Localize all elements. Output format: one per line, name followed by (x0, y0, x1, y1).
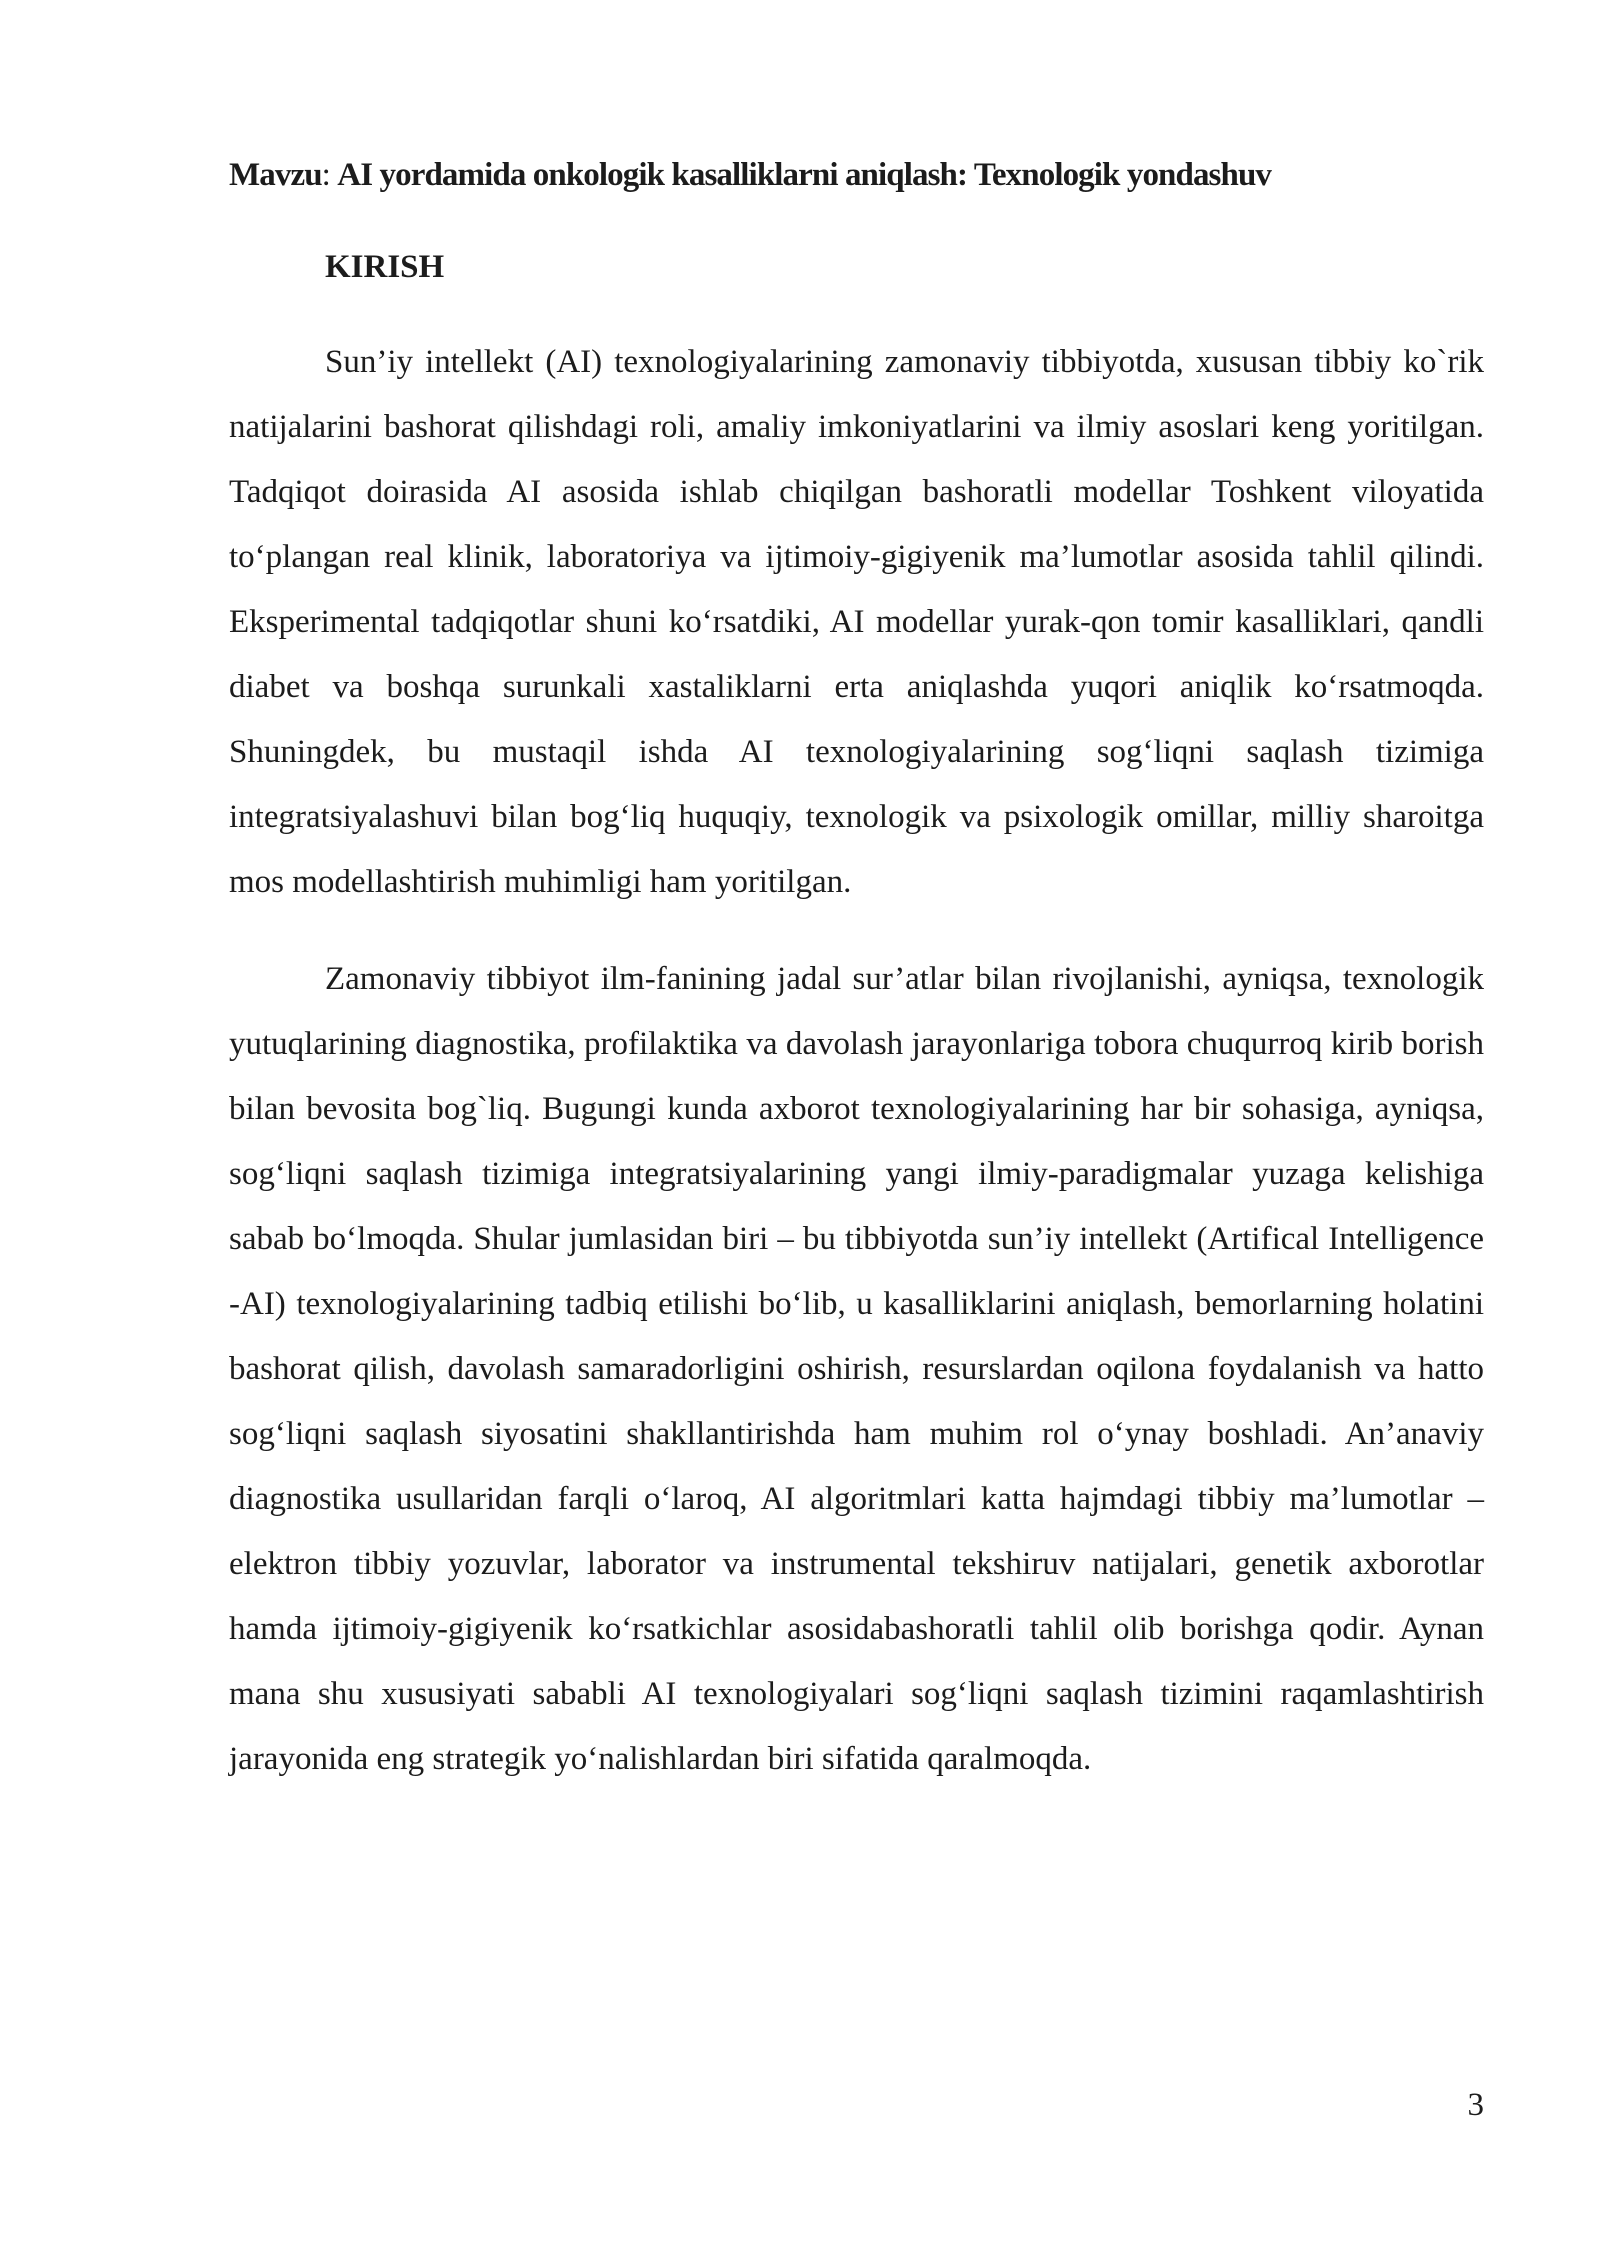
title-prefix: Mavzu (229, 157, 322, 193)
document-title (229, 148, 1484, 202)
title-text: AI yordamida onkologik kasalliklarni aniqlash: Texnologik yondashuv (337, 157, 1272, 193)
page-content (229, 148, 1484, 1792)
page-number: 3 (1467, 2087, 1484, 2123)
section-heading: KIRISH (325, 249, 445, 285)
paragraph-body: Zamonaviy tibbiyot ilm-fanining jadal sur’atlar bilan rivojlanishi, ayniqsa, texnologik yutuqlarining diagnostika, profilaktika va davolash jarayonlariga tobora chuqurroq kirib borish bilan bevosita bog`liq. Bugungi kunda axborot texnologiyalarining har bir sohasiga, ayniqsa, sog‘liqni saqlash tizimiga integratsiyalarining yangi ilmiy-paradigmalar yuzaga kelishiga sabab bo‘lmoqda. Shular jumlasidan biri – bu tibbiyotda sun’iy intellekt (Artifical Intelligence -AI) texnologiyalarining tadbiq etilishi bo‘lib, u kasalliklarini aniqlash, bemorlarning holatini bashorat qilish, davolash samaradorligini oshirish, resurslardan oqilona foydalanish va hatto sog‘liqni saqlash siyosatini shakllantirishda ham muhim rol o‘ynay boshladi. An’anaviy diagnostika usullaridan farqli o‘laroq, AI algoritmlari katta hajmdagi tibbiy ma’lumotlar – elektron tibbiy yozuvlar, laborator va instrumental tekshiruv natijalari, genetik axborotlar hamda ijtimoiy-gigiyenik ko‘rsatkichlar asosidabashoratli tahlil olib borishga qodir. Aynan mana shu xususiyati sababli AI texnologiyalari sog‘liqni saqlash tizimini raqamlashtirish jarayonida eng strategik yo‘nalishlardan biri sifatida qaralmoqda. (229, 961, 1484, 1777)
title-separator: : (321, 157, 338, 193)
paragraph-intro: Sun’iy intellekt (AI) texnologiyalarining zamonaviy tibbiyotda, xususan tibbiy ko`rik natijalarini bashorat qilishdagi roli, amaliy imkoniyatlarini va ilmiy asoslari keng yoritilgan. Tadqiqot doirasida AI asosida ishlab chiqilgan bashoratli modellar Toshkent viloyatida to‘plangan real klinik, laboratoriya va ijtimoiy-gigiyenik ma’lumotlar asosida tahlil qilindi. Eksperimental tadqiqotlar shuni ko‘rsatdiki, AI modellar yurak-qon tomir kasalliklari, qandli diabet va boshqa surunkali xastaliklarni erta aniqlashda yuqori aniqlik ko‘rsatmoqda. Shuningdek, bu mustaqil ishda AI texnologiyalarining sog‘liqni saqlash tizimiga integratsiyalashuvi bilan bog‘liq huquqiy, texnologik va psixologik omillar, milliy sharoitga mos modellashtirish muhimligi ham yoritilgan. (229, 344, 1484, 900)
